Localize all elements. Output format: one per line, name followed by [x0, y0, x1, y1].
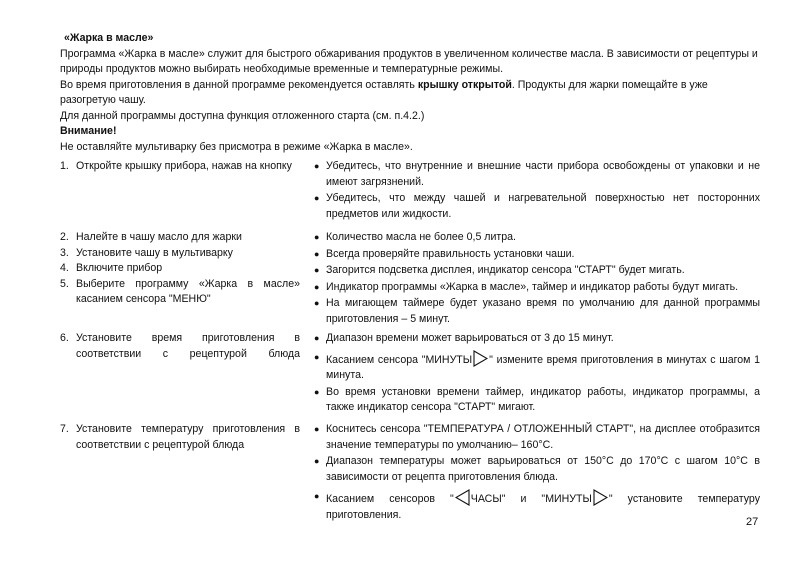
bullet-item	[314, 350, 760, 384]
intro-paragraph-2	[60, 78, 760, 109]
step-number: 7.	[60, 423, 69, 435]
bullet-icon: ●	[314, 333, 320, 343]
bullet-text: Убедитесь, что внутренние и внешние части прибора освобождены от упаковки и не имеют загрязнений.	[326, 160, 760, 188]
bullet-item	[314, 159, 760, 190]
bullet-item	[314, 230, 760, 246]
step-text: Включите прибор	[76, 262, 163, 274]
bullet-item	[314, 331, 760, 347]
step-number: 4.	[60, 262, 69, 274]
step-number: 3.	[60, 246, 69, 259]
bullet-text: Убедитесь, что между чашей и нагревательной поверхностью нет посторонних предметов или жидкости.	[326, 192, 760, 220]
bullet-text-part: " установите температуру приготовления.	[326, 493, 761, 521]
step-text: Налейте в чашу масло для жарки	[76, 231, 242, 243]
step-number: 1.	[60, 160, 69, 172]
bullet-icon: ●	[314, 298, 320, 308]
section-title: «Жарка в масле»	[64, 32, 154, 44]
bullet-icon: ●	[314, 491, 320, 501]
lid-open-emphasis: крышку открытой	[417, 78, 512, 91]
bullet-text: Количество масла не более 0,5 литра.	[326, 231, 516, 243]
step-item	[60, 230, 300, 246]
bullet-item	[314, 263, 760, 279]
bullet-text-part: ЧАСЫ" и "МИНУТЫ	[470, 493, 592, 505]
step-section-4	[60, 422, 761, 521]
bullet-icon: ●	[314, 161, 320, 171]
warning-title: Внимание!	[60, 125, 117, 137]
step-text: Установите время приготовления в соответствии с рецептурой блюда	[76, 332, 300, 360]
bullet-icon: ●	[314, 351, 320, 362]
bullet-item	[314, 191, 760, 222]
bullet-text-part: Касанием сенсора "МИНУТЫ	[326, 353, 473, 366]
step-number: 2.	[60, 231, 69, 243]
step-number: 6.	[60, 332, 69, 344]
step-text: Откройте крышку прибора, нажав на кнопку	[76, 160, 292, 172]
bullet-icon: ●	[314, 248, 320, 259]
triangle-right-icon	[473, 350, 488, 367]
bullet-item	[314, 489, 760, 523]
bullet-icon: ●	[314, 281, 320, 292]
bullet-item	[314, 296, 760, 327]
bullet-text-part: Касанием сенсоров "	[326, 493, 454, 505]
step-text: Установите температуру приготовления в соответствии с рецептурой блюда	[76, 423, 300, 451]
bullet-item	[314, 385, 760, 416]
notes-column	[314, 422, 760, 524]
page-number: 27	[746, 516, 759, 528]
intro-p2-text: Во время приготовления в данной программе рекомендуется оставлять	[60, 78, 418, 91]
step-item	[60, 277, 300, 308]
step-item	[60, 422, 300, 453]
bullet-text-part: " измените время приготовления в минутах с шагом 1 минута.	[326, 353, 760, 381]
steps-column	[60, 230, 300, 308]
triangle-left-icon	[455, 489, 470, 506]
bullet-text	[326, 489, 760, 523]
bullet-text	[326, 350, 760, 384]
notes-column	[314, 159, 760, 223]
bullet-text: Индикатор программы «Жарка в масле», таймер и индикатор работы будут мигать.	[326, 280, 739, 293]
bullet-item	[314, 422, 760, 453]
intro-p2-tail: . Продукты для жарки помещайте в уже разогретую чашу.	[60, 78, 708, 106]
step-text: Выберите программу «Жарка в масле» касанием сенсора "МЕНЮ"	[76, 277, 300, 305]
steps-column	[60, 422, 300, 453]
step-section-3	[60, 331, 760, 411]
intro-block	[60, 31, 760, 155]
bullet-item	[314, 280, 760, 296]
bullet-item	[314, 247, 760, 263]
bullet-text: Всегда проверяйте правильность установки чаши.	[326, 247, 575, 260]
steps-column	[60, 159, 300, 175]
bullet-icon: ●	[314, 265, 320, 275]
warning-text: Не оставляйте мультиварку без присмотра в режиме «Жарка в масле».	[60, 140, 413, 153]
step-section-2	[60, 230, 760, 325]
bullet-text: Диапазон температуры может варьироваться от 150°С до 170°С с шагом 10°С в зависимости от рецепта приготовления блюда.	[326, 455, 760, 483]
bullet-icon: ●	[314, 386, 320, 397]
bullet-icon: ●	[314, 456, 320, 466]
step-text: Установите чашу в мультиварку	[76, 246, 233, 259]
step-item	[60, 246, 300, 262]
step-item	[60, 261, 300, 277]
step-item	[60, 331, 300, 362]
bullet-icon: ●	[314, 424, 320, 434]
bullet-icon: ●	[314, 193, 320, 203]
bullet-text: На мигающем таймере будет указано время по умолчанию для данной программы приготовления – 5 минут.	[326, 297, 760, 325]
bullet-text: Во время установки времени таймер, индикатор работы, индикатор программы, а также индикатор сенсора "СТАРТ" мигают.	[326, 385, 760, 413]
notes-column	[314, 331, 760, 417]
intro-paragraph-3: Для данной программы доступна функция отложенного старта (см. п.4.2.)	[60, 109, 425, 122]
steps-column	[60, 331, 300, 362]
bullet-icon: ●	[314, 232, 320, 242]
bullet-text: Коснитесь сенсора "ТЕМПЕРАТУРА / ОТЛОЖЕННЫЙ СТАРТ", на дисплее отобразится значение температуры по умолчанию– 160°С.	[326, 423, 760, 451]
bullet-text: Диапазон времени может варьироваться от 3 до 15 минут.	[326, 332, 614, 344]
bullet-text: Загорится подсветка дисплея, индикатор сенсора "СТАРТ" будет мигать.	[326, 264, 685, 276]
step-section-1	[60, 159, 760, 219]
step-number: 5.	[60, 277, 69, 290]
intro-paragraph-1: Программа «Жарка в масле» служит для быстрого обжаривания продуктов в увеличенном количестве масла. В зависимости от рецептуры и природы продуктов можно выбирать необходимые временные и температурные режимы.	[60, 47, 758, 75]
step-item	[60, 159, 300, 175]
triangle-right-icon	[593, 489, 608, 506]
bullet-item	[314, 454, 760, 485]
notes-column	[314, 230, 760, 328]
